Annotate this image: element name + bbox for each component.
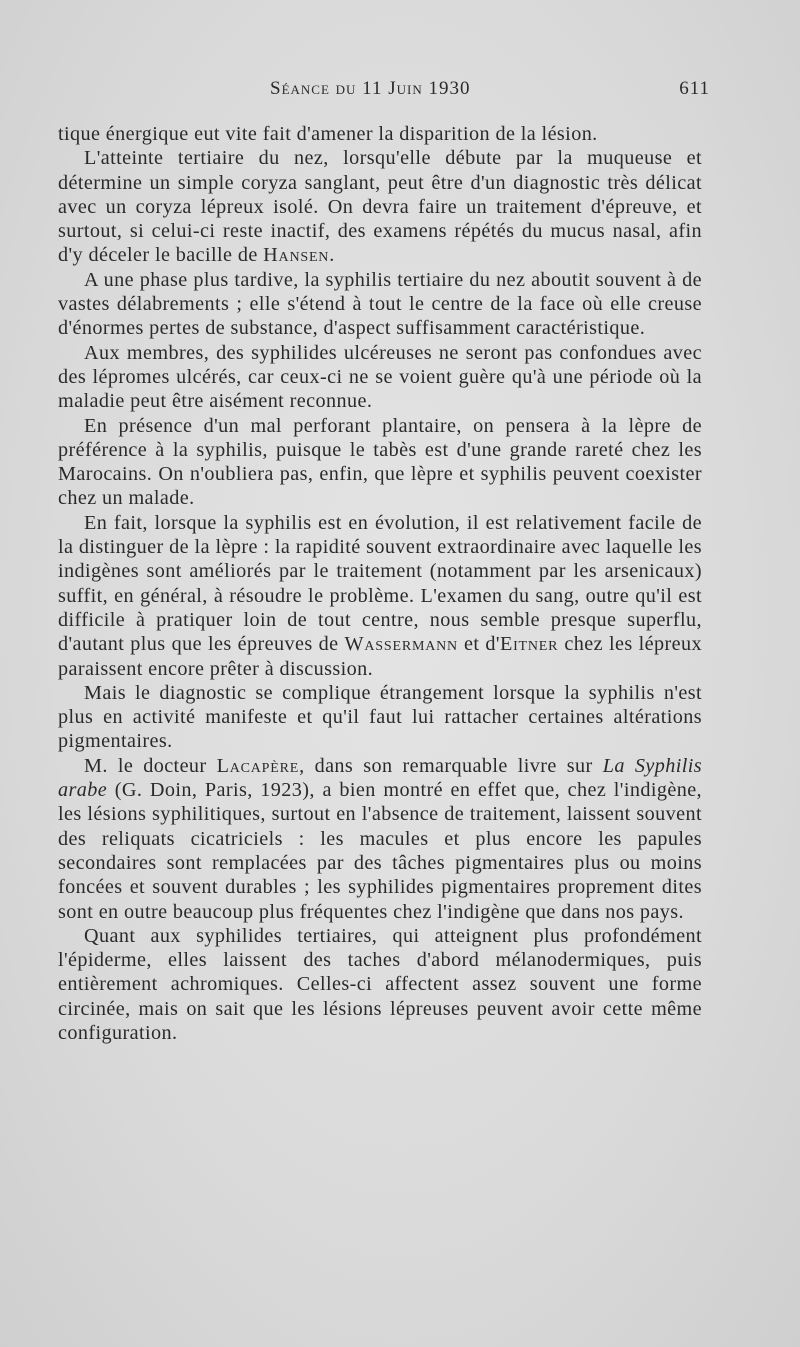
- body-text: [58, 122, 702, 1045]
- paragraph-text: A une phase plus tardive, la syphilis tertiaire du nez aboutit souvent à de vastes délabrements ; elle s'étend à tout le centre de la face où elle creuse d'énormes pertes de substance, d'aspect suffisamment caractéristique.: [58, 268, 702, 340]
- paragraph-1: [58, 122, 702, 146]
- paragraph-3: [58, 268, 702, 341]
- paragraph-text: , dans son remarquable livre sur: [299, 754, 593, 777]
- author-name-wassermann: Wassermann: [344, 633, 458, 656]
- paragraph-text: M. le docteur: [84, 754, 207, 777]
- paragraph-text: Quant aux syphilides tertiaires, qui atteignent plus profondément l'épiderme, elles laissent des taches d'abord mélanodermiques, puis entièrement achromiques. Celles-ci affectent assez souvent une forme circinée, mais on sait que les lésions lépreuses peuvent avoir cette même configuration.: [58, 924, 702, 1044]
- paragraph-text: En présence d'un mal perforant plantaire, on pensera à la lèpre de préférence à la syphilis, puisque le tabès est d'une grande rareté chez les Marocains. On n'oubliera pas, enfin, que lèpre et syphilis peuvent coexister chez un malade.: [58, 414, 702, 510]
- paragraph-text: Aux membres, des syphilides ulcéreuses ne seront pas confondues avec des lépromes ulcérés, car ceux-ci ne se voient guère qu'à une période où la maladie peut être aisément reconnue.: [58, 341, 702, 413]
- paragraph-text: Mais le diagnostic se complique étrangement lorsque la syphilis n'est plus en activité manifeste et qu'il faut lui rattacher certaines altérations pigmentaires.: [58, 681, 702, 753]
- paragraph-9: [58, 924, 702, 1045]
- paragraph-5: [58, 414, 702, 511]
- paragraph-2: [58, 146, 702, 267]
- paragraph-4: [58, 341, 702, 414]
- paragraph-6: [58, 511, 702, 681]
- paragraph-end: .: [329, 244, 335, 267]
- paragraph-text: et d': [464, 633, 500, 656]
- page-header: [60, 78, 710, 108]
- author-name-hansen: Hansen: [263, 244, 330, 267]
- running-title: Séance du 11 Juin 1930: [270, 78, 471, 99]
- paragraph-text: (G. Doin, Paris, 1923), a bien montré en effet que, chez l'indigène, les lésions syphilitiques, surtout en l'absence de traitement, laissent souvent des reliquats cicatriciels : les macules et plus encore les papules secondaires sont remplacées par des tâches pigmentaires plus ou moins foncées et souvent durables ; les syphilides pigmentaires proprement dites sont en outre beaucoup plus fréquentes chez l'indigène que dans nos pays.: [58, 779, 702, 923]
- paragraph-7: [58, 681, 702, 754]
- page-number: 611: [679, 78, 710, 99]
- paragraph-text: chez les lépreux paraissent encore prêter à discussion.: [58, 633, 702, 680]
- paragraph-text: tique énergique eut vite fait d'amener la disparition de la lésion.: [58, 123, 598, 145]
- paragraph-text: L'atteinte tertiaire du nez, lorsqu'elle débute par la muqueuse et détermine un simple coryza sanglant, peut être d'un diagnostic très délicat avec un coryza lépreux isolé. On devra faire un traitement d'épreuve, et surtout, si celui-ci reste inactif, des examens répétés du mucus nasal, afin d'y déceler le bacille de: [58, 147, 702, 267]
- paragraph-text: En fait, lorsque la syphilis est en évolution, il est relativement facile de la distinguer de la lèpre : la rapidité souvent extraordinaire avec laquelle les indigènes sont améliorés par le traitement (notamment par les arsenicaux) suffit, en général, à résoudre le problème. L'examen du sang, outre qu'il est difficile à pratiquer loin de tout centre, nous semble presque superflu, d'autant plus que les épreuves de: [58, 511, 702, 656]
- author-name-eitner: Eitner: [499, 633, 559, 656]
- paragraph-8: [58, 754, 702, 924]
- book-title: La Syphilis arabe: [58, 754, 702, 802]
- author-name-lacapere: Lacapère: [216, 754, 300, 777]
